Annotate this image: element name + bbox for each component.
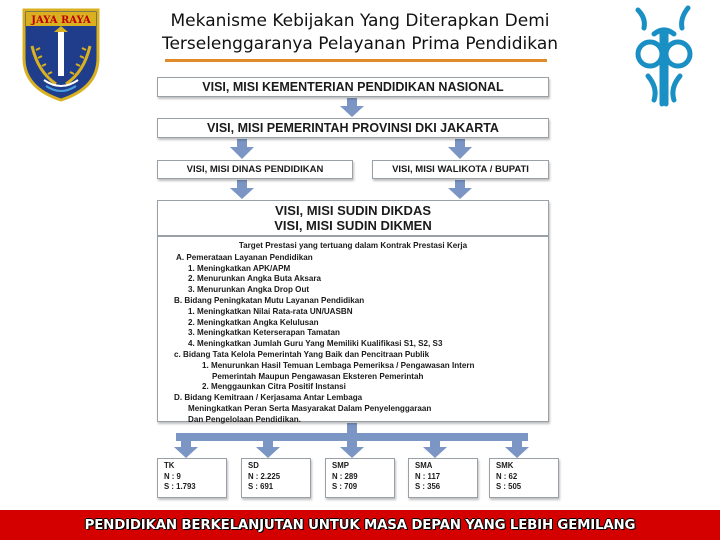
target-heading: Target Prestasi yang tertuang dalam Kontrak Prestasi Kerja xyxy=(238,241,468,250)
box-sudin-line-1: VISI, MISI SUDIN DIKDAS xyxy=(274,203,432,218)
level-name: SMP xyxy=(332,461,349,470)
level-n: N : 9 xyxy=(164,471,181,481)
arrow-down-icon xyxy=(448,180,472,199)
target-line: D. Bidang Kemitraan / Kerjasama Antar Lembaga xyxy=(174,393,363,403)
arrow-down-icon xyxy=(340,98,364,117)
level-name: TK xyxy=(164,461,175,470)
box-sudin-line-2: VISI, MISI SUDIN DIKMEN xyxy=(274,218,432,233)
level-s: S : 356 xyxy=(415,482,441,491)
box-dinas xyxy=(157,160,353,179)
arrow-down-icon xyxy=(230,180,254,199)
level-name: SMK xyxy=(496,461,514,470)
target-line: Dan Pengelolaan Pendidikan. xyxy=(188,414,301,424)
level-n: N : 289 xyxy=(332,471,358,481)
svg-text:JAYA RAYA: JAYA RAYA xyxy=(31,15,91,26)
target-line: 2. Menurunkan Angka Buta Aksara xyxy=(188,274,321,284)
target-line: 3. Menurunkan Angka Drop Out xyxy=(188,285,310,295)
level-box-smp xyxy=(325,458,395,498)
level-n: N : 117 xyxy=(415,471,441,481)
target-line: 4. Meningkatkan Jumlah Guru Yang Memiliki Kualifikasi S1, S2, S3 xyxy=(188,339,443,349)
arrow-down-icon xyxy=(256,441,280,458)
box-provinsi-label: VISI, MISI PEMERINTAH PROVINSI DKI JAKARTA xyxy=(207,121,499,135)
level-s: S : 691 xyxy=(248,482,274,491)
level-s: S : 505 xyxy=(496,482,522,491)
box-kementerian xyxy=(157,77,549,97)
footer-banner xyxy=(0,510,720,540)
box-walikota xyxy=(372,160,549,179)
target-line: 1. Menurunkan Hasil Temuan Lembaga Pemeriksa / Pengawasan Intern xyxy=(202,360,475,370)
target-line: 2. Meningkatkan Angka Kelulusan xyxy=(188,317,319,327)
level-s: S : 1.793 xyxy=(164,482,196,491)
level-box-smk xyxy=(489,458,559,498)
arrow-down-icon xyxy=(340,441,364,458)
level-s: S : 709 xyxy=(332,482,358,491)
box-dinas-label: VISI, MISI DINAS PENDIDIKAN xyxy=(186,164,324,175)
arrow-down-icon xyxy=(174,441,198,458)
box-sudin xyxy=(157,200,549,236)
box-provinsi xyxy=(157,118,549,138)
level-n: N : 2.225 xyxy=(248,471,281,481)
level-name: SMA xyxy=(415,461,433,470)
target-line: c. Bidang Tata Kelola Pemerintah Yang Baik dan Pencitraan Publik xyxy=(174,349,430,359)
arrow-down-icon xyxy=(448,139,472,159)
arrow-down-icon xyxy=(230,139,254,159)
target-line: 2. Menggaunkan Citra Positif Instansi xyxy=(202,382,346,392)
level-name: SD xyxy=(248,461,259,470)
target-line: B. Bidang Peningkatan Mutu Layanan Pendidikan xyxy=(174,295,365,305)
level-box-sma xyxy=(408,458,478,498)
box-kementerian-label: VISI, MISI KEMENTERIAN PENDIDIKAN NASIONAL xyxy=(202,80,504,94)
target-line: 1. Meningkatkan Nilai Rata-rata UN/UASBN xyxy=(188,306,353,316)
footer-slogan: PENDIDIKAN BERKELANJUTAN UNTUK MASA DEPAN YANG LEBIH GEMILANG xyxy=(84,517,636,533)
title-line-1: Mekanisme Kebijakan Yang Diterapkan Demi xyxy=(170,11,550,31)
arrow-down-icon xyxy=(505,441,529,458)
target-line: 1. Meningkatkan APK/APM xyxy=(188,263,291,273)
box-walikota-label: VISI, MISI WALIKOTA / BUPATI xyxy=(392,164,529,175)
level-box-tk xyxy=(157,458,227,498)
level-n: N : 62 xyxy=(496,471,518,481)
title-line-2: Terselenggaranya Pelayanan Prima Pendidikan xyxy=(161,34,559,54)
target-line: Pemerintah Maupun Pengawasan Eksteren Pemerintah xyxy=(212,371,424,381)
target-line: 3. Meningkatkan Keterserapan Tamatan xyxy=(188,328,340,338)
level-box-sd xyxy=(241,458,311,498)
target-line: Meningkatkan Peran Serta Masyarakat Dalam Penyelenggaraan xyxy=(188,403,432,413)
arrow-down-icon xyxy=(423,441,447,458)
target-line: A. Pemerataan Layanan Pendidikan xyxy=(176,252,313,262)
target-prestasi-box xyxy=(157,236,549,422)
